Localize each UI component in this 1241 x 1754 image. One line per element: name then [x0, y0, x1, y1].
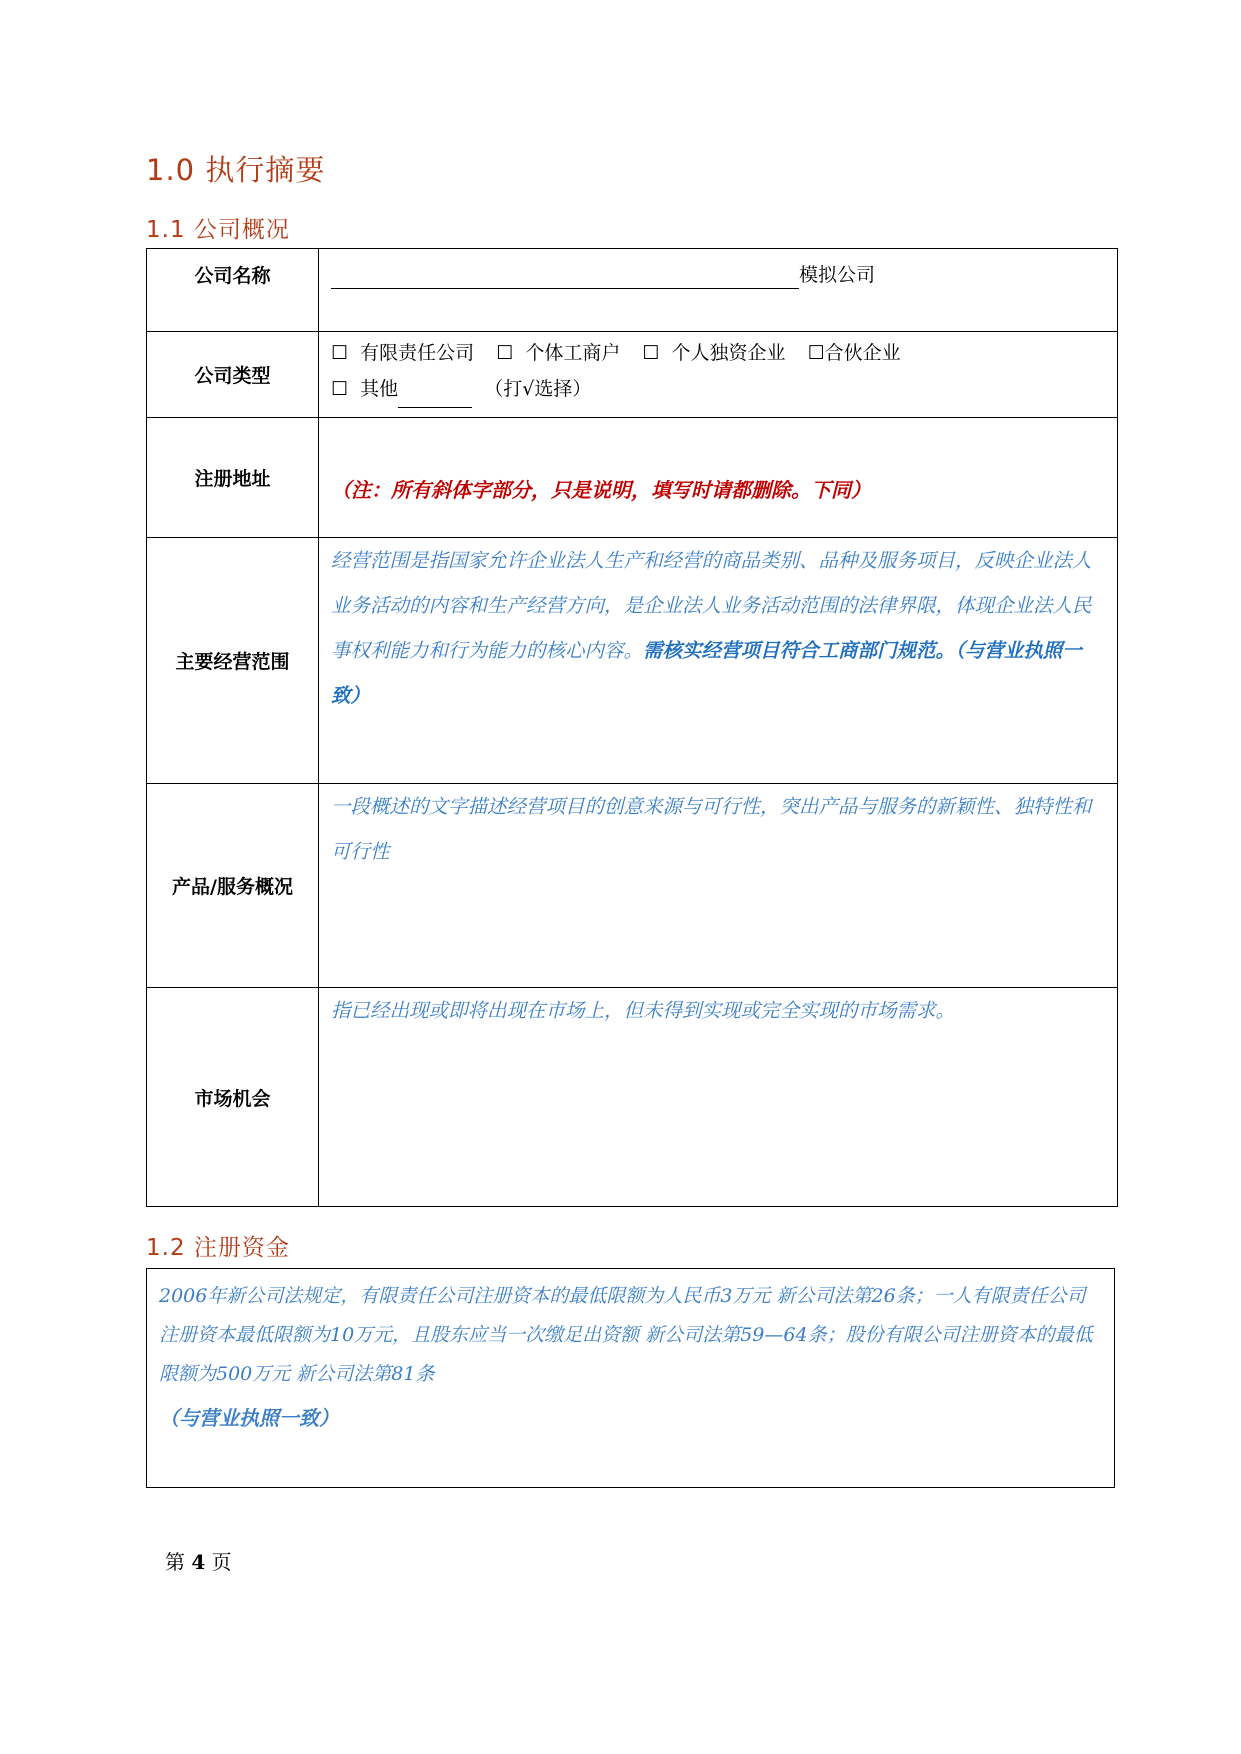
option-individual-business[interactable]: ☐ 个体工商户	[496, 342, 621, 364]
product-service-description: 一段概述的文字描述经营项目的创意来源与可行性，突出产品与服务的新颖性、独特性和可行性	[331, 795, 1092, 863]
table-row-company-name	[147, 249, 1118, 332]
option-other[interactable]: ☐ 其他	[331, 378, 399, 400]
checkbox-icon[interactable]: ☐	[331, 342, 349, 364]
business-scope-requirement: 需核实经营项目符合工商部门规范。（与营业执照一致）	[331, 639, 1082, 707]
business-scope-label: 主要经营范围	[175, 651, 290, 673]
table-row-address	[147, 418, 1118, 538]
other-type-blank-field[interactable]	[398, 387, 472, 408]
type-selection-hint: （打√选择）	[484, 378, 592, 400]
table-row-company-type	[147, 332, 1118, 418]
checkbox-icon[interactable]: ☐	[642, 342, 660, 364]
registered-capital-description: 2006年新公司法规定，有限责任公司注册资本的最低限额为人民币3万元 新公司法第26条；一人有限责任公司注册资本最低限额为10万元，且股东应当一次缴足出资额 新公司法第59—64条；股份有限公司注册资本的最低限额为500万元 新公司法第81条	[159, 1285, 1093, 1385]
checkbox-icon[interactable]: ☐	[331, 378, 349, 400]
company-name-blank-field[interactable]	[331, 266, 799, 289]
italic-note-instruction: （注：所有斜体字部分，只是说明，填写时请都删除。下同）	[331, 478, 871, 502]
registered-capital-note: （与营业执照一致）	[159, 1406, 339, 1430]
market-opportunity-label: 市场机会	[194, 1087, 271, 1110]
option-llc[interactable]: ☐ 有限责任公司	[331, 342, 475, 364]
option-sole-proprietorship[interactable]: ☐ 个人独资企业	[642, 342, 786, 364]
table-row-market-opportunity	[147, 988, 1118, 1207]
registered-capital-box	[146, 1268, 1115, 1488]
company-name-label: 公司名称	[194, 265, 271, 287]
address-label: 注册地址	[194, 468, 271, 490]
business-scope-description: 经营范围是指国家允许企业法人生产和经营的商品类别、品种及服务项目，反映企业法人业务活动的内容和生产经营方向，是企业法人业务活动范围的法律界限，体现企业法人民事权利能力和行为能力的核心内容。需核实经营项目符合工商部门规范。（与营业执照一致）	[331, 549, 1092, 707]
table-row-product-service	[147, 784, 1118, 988]
subsection-heading-company-overview: 1.1 公司概况	[146, 217, 290, 243]
page-number: 第 4 页	[165, 1550, 232, 1574]
table-row-business-scope	[147, 538, 1118, 784]
company-type-label: 公司类型	[194, 365, 271, 387]
checkbox-icon[interactable]: ☐	[496, 342, 514, 364]
subsection-heading-registered-capital: 1.2 注册资金	[146, 1235, 290, 1261]
company-overview-table	[146, 248, 1118, 1207]
option-partnership[interactable]: ☐合伙企业	[807, 342, 901, 364]
product-service-label: 产品/服务概况	[172, 876, 293, 898]
company-name-suffix: 模拟公司	[799, 264, 876, 286]
checkbox-icon[interactable]: ☐	[807, 342, 825, 364]
section-heading-executive-summary: 1.0 执行摘要	[146, 153, 326, 187]
market-opportunity-description: 指已经出现或即将出现在市场上，但未得到实现或完全实现的市场需求。	[331, 999, 956, 1022]
